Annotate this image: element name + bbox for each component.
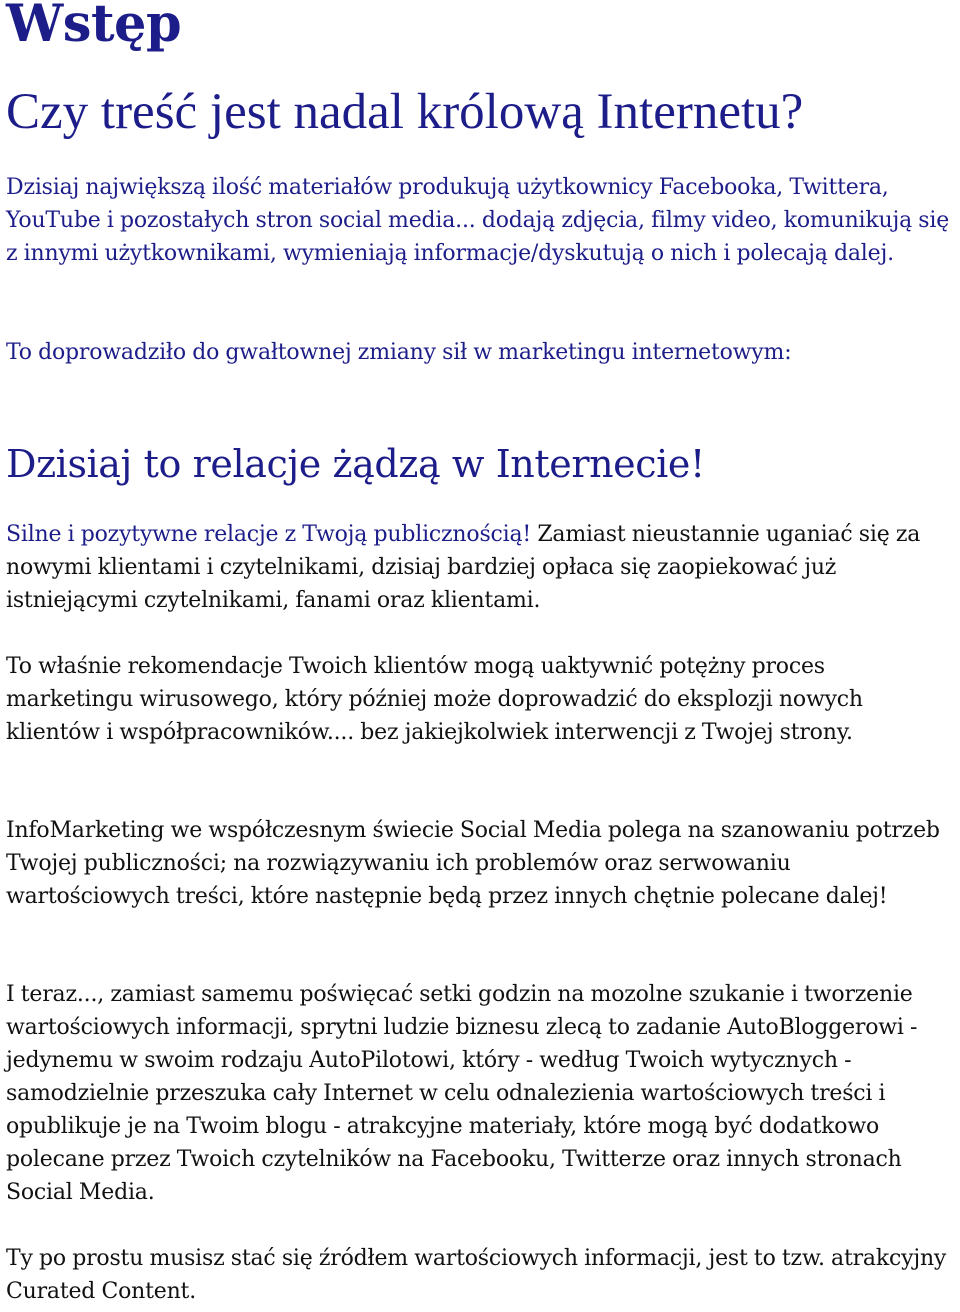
section-heading: Czy treść jest nadal królową Internetu? <box>6 84 804 140</box>
viral-paragraph: To właśnie rekomendacje Twoich klientów mogą uaktywnić potężny proces marketingu wirusowego, który później może doprowadzić do eksplozji nowych klientów i współpracowników.... bez jakiejkolwiek interwencji z Twojej strony. <box>6 654 863 745</box>
intro-paragraph: Dzisiaj największą ilość materiałów produkują użytkownicy Facebooka, Twittera, YouTube i pozostałych stron social media... dodają zdjęcia, filmy video, komunikują się z innymi użytkownikami, wymieniają informacje/dyskutują o nich i polecają dalej. <box>6 175 950 266</box>
page-title: Wstęp <box>6 0 182 54</box>
relations-rest: Zamiast nieustannie uganiać się za nowymi klientami i czytelnikami, dzisiaj bardziej opłaca się zaopiekować już istniejącymi czytelnikami, fanami oraz klientami. <box>6 522 921 613</box>
shift-sentence: To doprowadziło do gwałtownej zmiany sił w marketingu internetowym: <box>6 340 792 365</box>
relations-paragraph <box>6 518 958 617</box>
closing-paragraph: Ty po prostu musisz stać się źródłem wartościowych informacji, jest to tzw. atrakcyjny Curated Content. <box>6 1246 947 1304</box>
relations-lead: Silne i pozytywne relacje z Twoją publicznością! <box>6 522 532 547</box>
autoblogger-paragraph: I teraz..., zamiast samemu poświęcać setki godzin na mozolne szukanie i tworzenie wartościowych informacji, sprytni ludzie biznesu zlecą to zadanie AutoBloggerowi - jedynemu w swoim rodzaju AutoPilotowi, który - według Twoich wytycznych - samodzielnie przeszuka cały Internet w celu odnalezienia wartościowych treści i opublikuje je na Twoim blogu - atrakcyjne materiały, które mogą być dodatkowo polecane przez Twoich czytelników na Facebooku, Twitterze oraz innych stronach Social Media. <box>6 982 918 1205</box>
subheading: Dzisiaj to relacje żądzą w Internecie! <box>6 442 705 486</box>
infomarketing-paragraph: InfoMarketing we współczesnym świecie Social Media polega na szanowaniu potrzeb Twojej publiczności; na rozwiązywaniu ich problemów oraz serwowaniu wartościowych treści, które następnie będą przez innych chętnie polecane dalej! <box>6 818 940 909</box>
